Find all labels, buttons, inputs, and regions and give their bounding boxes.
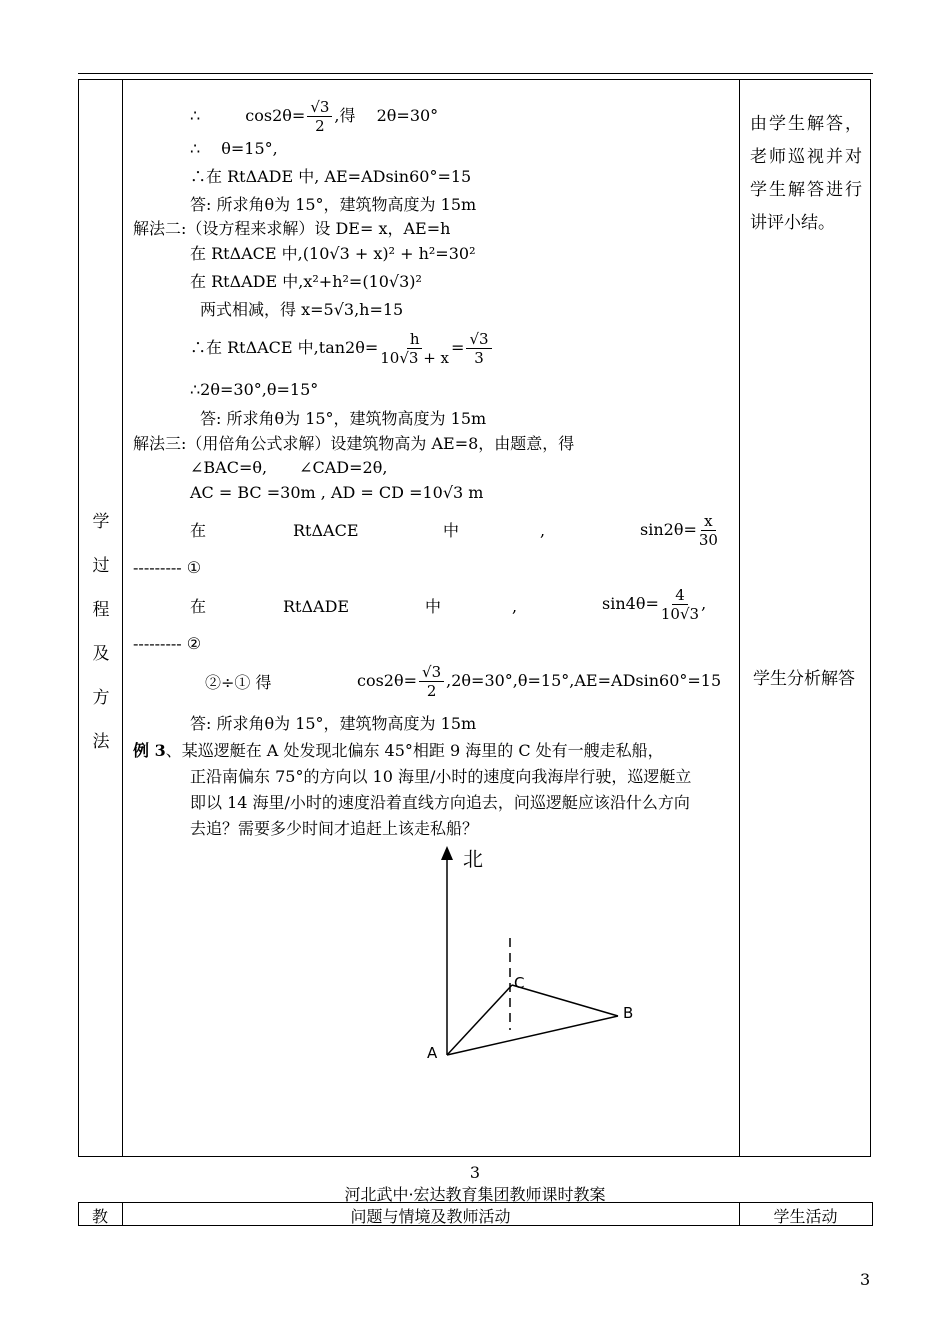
line-10: ∴2θ=30°,θ=15° bbox=[190, 380, 319, 399]
line-15-d: , bbox=[540, 521, 546, 540]
line-15-c: 中 bbox=[443, 521, 460, 540]
denominator: 2 bbox=[315, 117, 325, 135]
line-20: 答: 所求角θ为 15°，建筑物高度为 15m bbox=[190, 714, 477, 733]
denominator: 10√3 + x bbox=[380, 349, 450, 367]
line-2: ∴ θ=15°, bbox=[190, 139, 278, 158]
example-3-line-2: 正沿南偏东 75°的方向以 10 海里/小时的速度向我海岸行驶，巡逻艇立 bbox=[190, 767, 692, 786]
point-c-label: C bbox=[514, 974, 525, 992]
line-19-a: ②÷① 得 bbox=[205, 673, 272, 692]
numerator: h bbox=[407, 330, 423, 349]
formula-text: ,得 2θ=30° bbox=[334, 106, 439, 125]
numerator: √3 bbox=[466, 330, 491, 349]
side-char: 法 bbox=[92, 732, 110, 752]
line-5: 解法二:（设方程来求解）设 DE= x，AE=h bbox=[133, 219, 451, 238]
line-8: 两式相减，得 x=5√3,h=15 bbox=[200, 300, 404, 319]
side-char: 学 bbox=[92, 512, 110, 532]
line-6: 在 RtΔACE 中,(10√3 + x)² + h²=30² bbox=[190, 244, 476, 263]
side-char: 及 bbox=[92, 644, 110, 664]
segment-ac bbox=[447, 985, 512, 1055]
formula-text: ,2θ=30°,θ=15°,AE=ADsin60°=15 bbox=[446, 671, 722, 690]
numerator: √3 bbox=[419, 663, 444, 682]
line-17-a: 在 bbox=[190, 597, 207, 616]
line-15-a: 在 bbox=[190, 521, 207, 540]
page-number-mid: 3 bbox=[469, 1163, 481, 1182]
fraction bbox=[419, 663, 444, 700]
point-b-label: B bbox=[623, 1004, 634, 1022]
line-7: 在 RtΔADE 中,x²+h²=(10√3)² bbox=[190, 272, 422, 291]
formula-text: sin2θ= bbox=[640, 520, 697, 539]
line-13: ∠BAC=θ, ∠CAD=2θ, bbox=[190, 458, 388, 477]
example-3-line-4: 去追？需要多少时间才追赶上该走私船？ bbox=[190, 819, 479, 838]
fraction bbox=[661, 586, 699, 623]
side-char: 方 bbox=[92, 688, 110, 708]
line-18: --------- ② bbox=[133, 634, 202, 653]
side-label bbox=[79, 500, 123, 764]
line-15-formula bbox=[640, 512, 720, 549]
numerator: x bbox=[701, 512, 715, 531]
line-1 bbox=[190, 98, 438, 135]
student-note-1: 由学生解答，老师巡视并对学生解答进行讲评小结。 bbox=[750, 114, 862, 233]
line-17-b: RtΔADE bbox=[283, 597, 350, 616]
example-3-line-1 bbox=[133, 741, 664, 761]
segment-cb bbox=[512, 985, 618, 1016]
header-col-3: 学生活动 bbox=[773, 1207, 838, 1226]
line-9 bbox=[190, 330, 494, 367]
denominator: 3 bbox=[474, 349, 484, 367]
example-3-text: 、某巡逻艇在 A 处发现北偏东 45°相距 9 海里的 C 处有一艘走私船， bbox=[165, 741, 664, 760]
student-note-2: 学生分析解答 bbox=[753, 669, 855, 689]
north-label: 北 bbox=[463, 847, 483, 871]
school-header: 河北武中·宏达教育集团教师课时教案 bbox=[344, 1185, 606, 1204]
denominator: 2 bbox=[426, 682, 437, 700]
column-divider-right bbox=[739, 79, 740, 1157]
header-col-1: 教 bbox=[91, 1207, 108, 1226]
segment-ab bbox=[447, 1016, 618, 1055]
fraction bbox=[466, 330, 491, 367]
top-rule bbox=[78, 73, 873, 74]
line-17-c: 中 bbox=[425, 597, 442, 616]
line-4: 答: 所求角θ为 15°，建筑物高度为 15m bbox=[190, 195, 477, 214]
header-col-2: 问题与情境及教师活动 bbox=[350, 1207, 511, 1226]
line-16: --------- ① bbox=[133, 558, 202, 577]
point-a-label: A bbox=[427, 1044, 438, 1062]
numerator: 4 bbox=[672, 586, 688, 605]
therefore-symbol: ∴ bbox=[190, 106, 201, 125]
example-3-line-3: 即以 14 海里/小时的速度沿着直线方向追去，问巡逻艇应该沿什么方向 bbox=[190, 793, 690, 812]
numerator: √3 bbox=[307, 98, 332, 117]
line-11: 答: 所求角θ为 15°，建筑物高度为 15m bbox=[200, 409, 487, 428]
line-14: AC = BC =30m , AD = CD =10√3 m bbox=[190, 483, 484, 502]
denominator: 10√3 bbox=[660, 605, 700, 623]
line-17-d: , bbox=[512, 597, 518, 616]
fraction bbox=[699, 512, 718, 549]
north-arrow-icon bbox=[441, 846, 453, 860]
formula-text: ∴在 RtΔACE 中,tan2θ= bbox=[190, 338, 379, 357]
line-17-formula bbox=[602, 586, 706, 623]
formula-text: cos2θ= bbox=[357, 671, 418, 690]
fraction bbox=[307, 98, 332, 135]
fraction bbox=[380, 330, 449, 367]
formula-text: sin4θ= bbox=[602, 594, 659, 613]
line-12: 解法三:（用倍角公式求解）设建筑物高为 AE=8，由题意，得 bbox=[133, 434, 575, 453]
side-char: 过 bbox=[92, 556, 110, 576]
formula-text: , bbox=[701, 594, 707, 613]
navigation-diagram bbox=[420, 840, 650, 1070]
side-char: 程 bbox=[92, 600, 110, 620]
formula-text: cos2θ= bbox=[245, 106, 306, 125]
line-19-formula bbox=[357, 663, 721, 700]
formula-text: = bbox=[451, 338, 465, 357]
example-3-title: 例 3 bbox=[133, 741, 166, 760]
line-3: ∴在 RtΔADE 中, AE=ADsin60°=15 bbox=[190, 167, 472, 186]
page-number-corner: 3 bbox=[860, 1270, 871, 1289]
line-15-b: RtΔACE bbox=[293, 521, 359, 540]
denominator: 30 bbox=[698, 531, 718, 549]
